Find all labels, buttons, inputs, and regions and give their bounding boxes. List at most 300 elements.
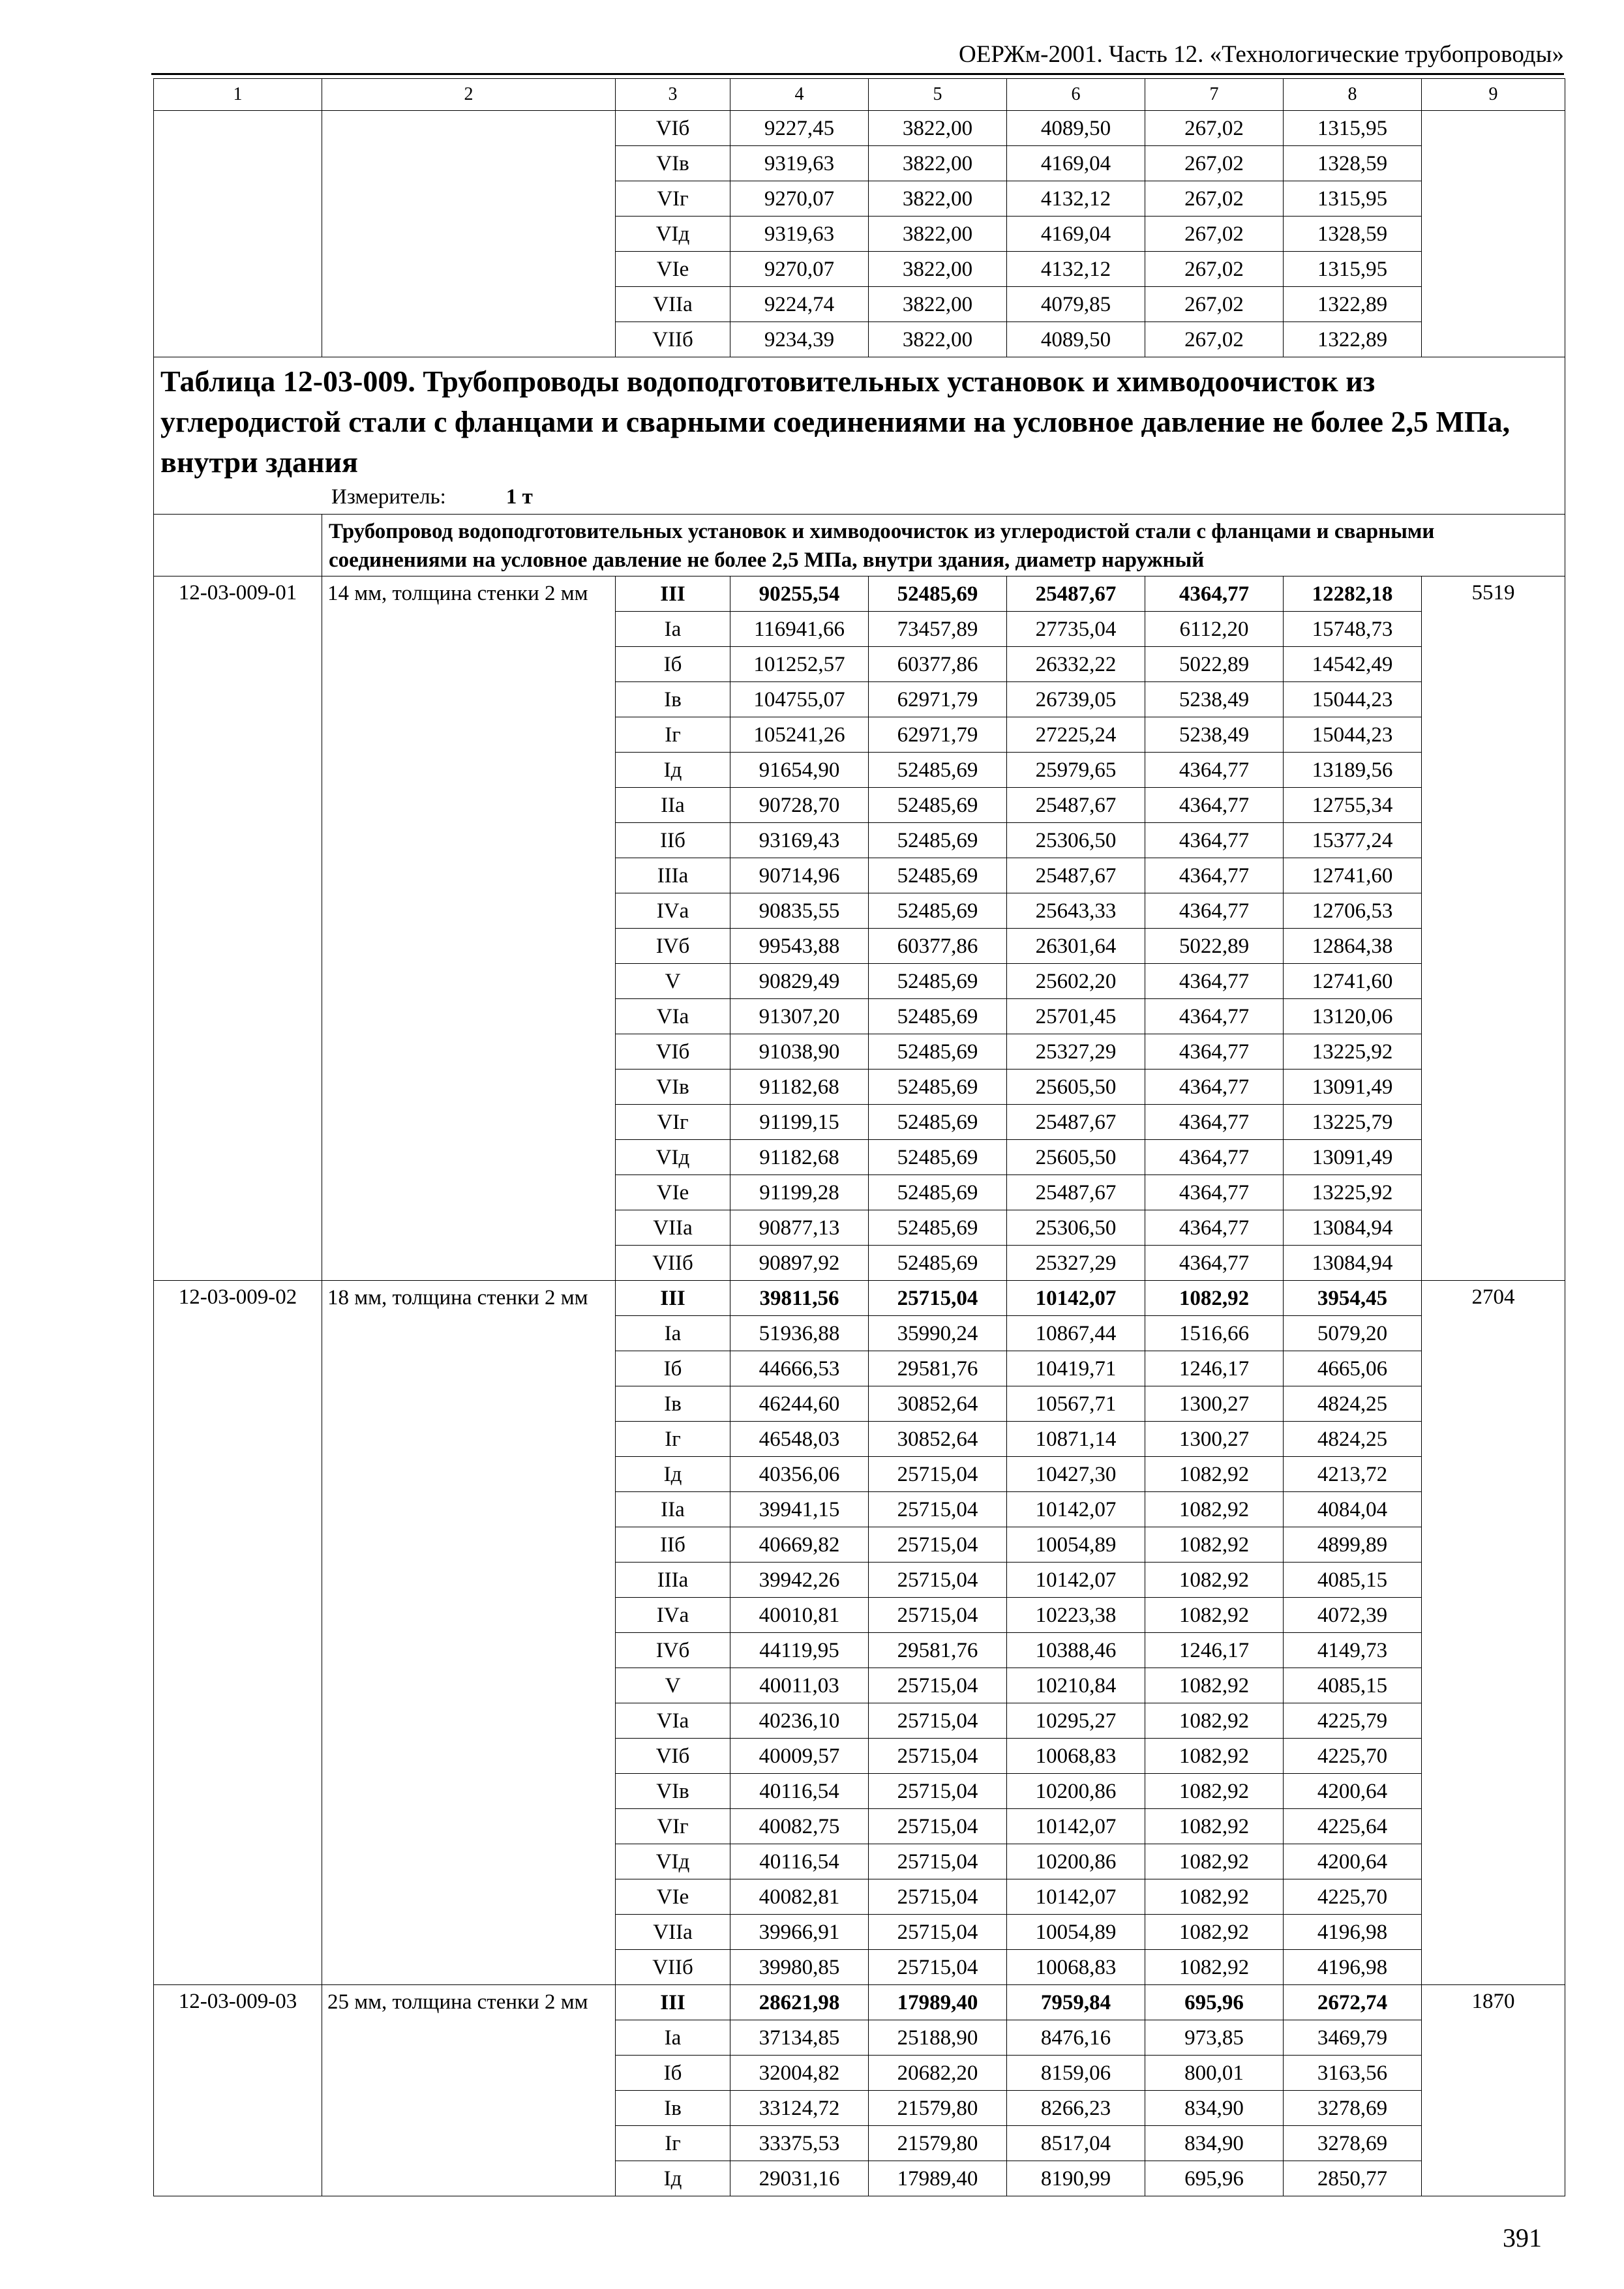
value-cell: 104755,07 [730,682,869,717]
value-cell: 7959,84 [1007,1985,1145,2020]
value-cell: 52485,69 [869,1210,1007,1246]
column-number: 9 [1422,79,1565,111]
zone-cell: Iд [616,753,730,788]
value-cell: 27735,04 [1007,612,1145,647]
zone-cell: IVа [616,893,730,929]
value-cell: 2850,77 [1284,2161,1422,2196]
value-cell: 25327,29 [1007,1246,1145,1281]
value-cell: 13091,49 [1284,1140,1422,1175]
value-cell: 1516,66 [1145,1316,1284,1351]
value-cell: 93169,43 [730,823,869,858]
value-cell: 1315,95 [1284,181,1422,217]
value-cell: 3278,69 [1284,2091,1422,2126]
value-cell: 4200,64 [1284,1774,1422,1809]
value-cell: 52485,69 [869,576,1007,612]
zone-cell: Iа [616,1316,730,1351]
code-cell [154,111,322,357]
zone-cell: Iд [616,2161,730,2196]
subheading-cell: Трубопровод водоподготовительных установок и химводоочисток из углеродистой стали с фланцами и сварными соединениями на условное давление не более 2,5 МПа, внутри здания, диаметр наружный [322,515,1565,576]
measure-label: Измеритель: [331,485,446,509]
value-cell: 10054,89 [1007,1915,1145,1950]
zone-cell: VIIа [616,1210,730,1246]
value-cell: 1246,17 [1145,1351,1284,1386]
value-cell: 26301,64 [1007,929,1145,964]
zone-cell: VIг [616,181,730,217]
value-cell: 267,02 [1145,322,1284,357]
value-cell: 51936,88 [730,1316,869,1351]
zone-cell: IIIа [616,858,730,893]
table-row [154,1985,1565,2020]
value-cell: 10295,27 [1007,1703,1145,1739]
value-cell: 25487,67 [1007,858,1145,893]
value-cell: 4364,77 [1145,1175,1284,1210]
zone-cell: IVа [616,1598,730,1633]
zone-cell: Iг [616,2126,730,2161]
value-cell: 4225,79 [1284,1703,1422,1739]
value-cell: 267,02 [1145,146,1284,181]
value-cell: 4132,12 [1007,252,1145,287]
column-number: 2 [322,79,616,111]
value-cell: 5238,49 [1145,717,1284,753]
value-cell: 4149,73 [1284,1633,1422,1668]
value-cell: 13189,56 [1284,753,1422,788]
value-cell: 39942,26 [730,1563,869,1598]
zone-cell: VIIа [616,1915,730,1950]
value-cell: 33124,72 [730,2091,869,2126]
zone-cell: Iг [616,1422,730,1457]
zone-cell: IIб [616,1527,730,1563]
value-cell: 9270,07 [730,252,869,287]
column-number-row [154,79,1565,111]
zone-cell: IIа [616,1492,730,1527]
value-cell: 1082,92 [1145,1879,1284,1915]
value-cell: 25715,04 [869,1668,1007,1703]
value-cell: 27225,24 [1007,717,1145,753]
zone-cell: VIд [616,217,730,252]
value-cell: 4364,77 [1145,1034,1284,1070]
value-cell: 4085,15 [1284,1668,1422,1703]
value-cell: 40116,54 [730,1844,869,1879]
value-cell: 800,01 [1145,2056,1284,2091]
value-cell: 3278,69 [1284,2126,1422,2161]
value-cell: 90829,49 [730,964,869,999]
value-cell: 105241,26 [730,717,869,753]
value-cell: 25306,50 [1007,1210,1145,1246]
value-cell: 834,90 [1145,2091,1284,2126]
value-cell: 695,96 [1145,1985,1284,2020]
table-row [154,1281,1565,1316]
description-cell [322,111,616,357]
value-cell: 1082,92 [1145,1527,1284,1563]
value-cell: 8190,99 [1007,2161,1145,2196]
value-cell: 29031,16 [730,2161,869,2196]
value-cell: 10210,84 [1007,1668,1145,1703]
value-cell: 52485,69 [869,753,1007,788]
table-title-row [154,357,1565,515]
value-cell: 973,85 [1145,2020,1284,2056]
value-cell: 25979,65 [1007,753,1145,788]
value-cell: 15044,23 [1284,717,1422,753]
table-row [154,576,1565,612]
value-cell: 1300,27 [1145,1422,1284,1457]
zone-cell: IIб [616,823,730,858]
value-cell: 1082,92 [1145,1809,1284,1844]
value-cell: 25643,33 [1007,893,1145,929]
value-cell: 10427,30 [1007,1457,1145,1492]
value-cell: 40011,03 [730,1668,869,1703]
zone-cell: V [616,964,730,999]
zone-cell: Iб [616,2056,730,2091]
value-cell: 30852,64 [869,1422,1007,1457]
count-cell: 1870 [1422,1985,1565,2196]
value-cell: 3822,00 [869,181,1007,217]
zone-cell: Iв [616,682,730,717]
zone-cell: III [616,576,730,612]
zone-cell: Iа [616,2020,730,2056]
value-cell: 834,90 [1145,2126,1284,2161]
value-cell: 52485,69 [869,1246,1007,1281]
value-cell: 13225,79 [1284,1105,1422,1140]
zone-cell: VIIб [616,1950,730,1985]
value-cell: 4364,77 [1145,753,1284,788]
value-cell: 4899,89 [1284,1527,1422,1563]
measure-row [160,483,1558,511]
value-cell: 52485,69 [869,1070,1007,1105]
value-cell: 1328,59 [1284,146,1422,181]
value-cell: 25715,04 [869,1915,1007,1950]
value-cell: 267,02 [1145,217,1284,252]
value-cell: 25188,90 [869,2020,1007,2056]
zone-cell: IIа [616,788,730,823]
value-cell: 10223,38 [1007,1598,1145,1633]
column-number: 3 [616,79,730,111]
column-number: 5 [869,79,1007,111]
zone-cell: VIб [616,1739,730,1774]
value-cell: 5079,20 [1284,1316,1422,1351]
value-cell: 8476,16 [1007,2020,1145,2056]
value-cell: 4169,04 [1007,217,1145,252]
value-cell: 25715,04 [869,1598,1007,1633]
value-cell: 25715,04 [869,1879,1007,1915]
value-cell: 12282,18 [1284,576,1422,612]
value-cell: 2672,74 [1284,1985,1422,2020]
code-cell: 12-03-009-02 [154,1281,322,1985]
code-cell: 12-03-009-03 [154,1985,322,2196]
value-cell: 25715,04 [869,1527,1007,1563]
value-cell: 35990,24 [869,1316,1007,1351]
count-cell: 5519 [1422,576,1565,1281]
description-cell: 25 мм, толщина стенки 2 мм [322,1985,616,2196]
value-cell: 10068,83 [1007,1739,1145,1774]
zone-cell: VIв [616,1070,730,1105]
value-cell: 73457,89 [869,612,1007,647]
value-cell: 4364,77 [1145,964,1284,999]
value-cell: 37134,85 [730,2020,869,2056]
value-cell: 52485,69 [869,823,1007,858]
value-cell: 1082,92 [1145,1844,1284,1879]
value-cell: 15044,23 [1284,682,1422,717]
running-header: ОЕРЖм-2001. Часть 12. «Технологические трубопроводы» [959,41,1564,68]
value-cell: 91654,90 [730,753,869,788]
value-cell: 91182,68 [730,1070,869,1105]
value-cell: 267,02 [1145,287,1284,322]
value-cell: 25605,50 [1007,1070,1145,1105]
value-cell: 39980,85 [730,1950,869,1985]
zone-cell: Iв [616,1386,730,1422]
value-cell: 12864,38 [1284,929,1422,964]
value-cell: 12706,53 [1284,893,1422,929]
value-cell: 8517,04 [1007,2126,1145,2161]
value-cell: 52485,69 [869,1105,1007,1140]
value-cell: 12741,60 [1284,858,1422,893]
value-cell: 3822,00 [869,146,1007,181]
zone-cell: Iд [616,1457,730,1492]
value-cell: 25715,04 [869,1739,1007,1774]
value-cell: 25487,67 [1007,1175,1145,1210]
value-cell: 1082,92 [1145,1774,1284,1809]
value-cell: 21579,80 [869,2091,1007,2126]
code-cell: 12-03-009-01 [154,576,322,1281]
value-cell: 4225,70 [1284,1879,1422,1915]
value-cell: 40009,57 [730,1739,869,1774]
value-cell: 4225,70 [1284,1739,1422,1774]
value-cell: 90835,55 [730,893,869,929]
value-cell: 1082,92 [1145,1739,1284,1774]
value-cell: 30852,64 [869,1386,1007,1422]
value-cell: 9224,74 [730,287,869,322]
value-cell: 4200,64 [1284,1844,1422,1879]
value-cell: 25602,20 [1007,964,1145,999]
value-cell: 12741,60 [1284,964,1422,999]
zone-cell: Iа [616,612,730,647]
value-cell: 52485,69 [869,858,1007,893]
zone-cell: VIа [616,999,730,1034]
value-cell: 5238,49 [1145,682,1284,717]
value-cell: 15377,24 [1284,823,1422,858]
value-cell: 13120,06 [1284,999,1422,1034]
zone-cell: VIд [616,1844,730,1879]
value-cell: 25487,67 [1007,576,1145,612]
value-cell: 13091,49 [1284,1070,1422,1105]
value-cell: 4364,77 [1145,788,1284,823]
zone-cell: IVб [616,1633,730,1668]
table-body [154,79,1565,2196]
value-cell: 46548,03 [730,1422,869,1457]
value-cell: 1082,92 [1145,1668,1284,1703]
value-cell: 52485,69 [869,964,1007,999]
value-cell: 10068,83 [1007,1950,1145,1985]
price-table [153,78,1565,2196]
zone-cell: V [616,1668,730,1703]
value-cell: 10142,07 [1007,1809,1145,1844]
value-cell: 4213,72 [1284,1457,1422,1492]
value-cell: 10142,07 [1007,1281,1145,1316]
value-cell: 13225,92 [1284,1175,1422,1210]
header-rule [151,73,1564,75]
value-cell: 4072,39 [1284,1598,1422,1633]
value-cell: 10200,86 [1007,1774,1145,1809]
value-cell: 33375,53 [730,2126,869,2161]
value-cell: 1246,17 [1145,1633,1284,1668]
value-cell: 10142,07 [1007,1492,1145,1527]
value-cell: 90728,70 [730,788,869,823]
zone-cell: VIIа [616,287,730,322]
value-cell: 4085,15 [1284,1563,1422,1598]
column-number: 6 [1007,79,1145,111]
value-cell: 4089,50 [1007,322,1145,357]
value-cell: 52485,69 [869,788,1007,823]
value-cell: 91199,15 [730,1105,869,1140]
value-cell: 12755,34 [1284,788,1422,823]
value-cell: 9319,63 [730,146,869,181]
value-cell: 17989,40 [869,2161,1007,2196]
value-cell: 1322,89 [1284,322,1422,357]
value-cell: 267,02 [1145,252,1284,287]
value-cell: 1322,89 [1284,287,1422,322]
value-cell: 25715,04 [869,1281,1007,1316]
value-cell: 10200,86 [1007,1844,1145,1879]
value-cell: 52485,69 [869,999,1007,1034]
value-cell: 9319,63 [730,217,869,252]
value-cell: 3163,56 [1284,2056,1422,2091]
value-cell: 10142,07 [1007,1563,1145,1598]
zone-cell: VIв [616,146,730,181]
value-cell: 40356,06 [730,1457,869,1492]
value-cell: 25487,67 [1007,1105,1145,1140]
zone-cell: III [616,1985,730,2020]
value-cell: 25605,50 [1007,1140,1145,1175]
value-cell: 4824,25 [1284,1422,1422,1457]
value-cell: 44119,95 [730,1633,869,1668]
value-cell: 4079,85 [1007,287,1145,322]
zone-cell: VIе [616,1175,730,1210]
value-cell: 62971,79 [869,717,1007,753]
value-cell: 25715,04 [869,1563,1007,1598]
value-cell: 1328,59 [1284,217,1422,252]
zone-cell: Iв [616,2091,730,2126]
value-cell: 25715,04 [869,1844,1007,1879]
value-cell: 29581,76 [869,1351,1007,1386]
value-cell: 4364,77 [1145,1105,1284,1140]
value-cell: 4169,04 [1007,146,1145,181]
description-cell: 18 мм, толщина стенки 2 мм [322,1281,616,1985]
value-cell: 46244,60 [730,1386,869,1422]
table-title: Таблица 12-03-009. Трубопроводы водоподготовительных установок и химводоочисток из углеродистой стали с фланцами и сварными соединениями на условное давление не более 2,5 МПа, внутри здания [160,365,1511,479]
measure-value: 1 т [505,485,533,509]
count-cell: 2704 [1422,1281,1565,1985]
value-cell: 15748,73 [1284,612,1422,647]
zone-cell: VIг [616,1105,730,1140]
value-cell: 60377,86 [869,647,1007,682]
zone-cell: VIе [616,1879,730,1915]
value-cell: 21579,80 [869,2126,1007,2161]
value-cell: 9270,07 [730,181,869,217]
value-cell: 6112,20 [1145,612,1284,647]
value-cell: 17989,40 [869,1985,1007,2020]
value-cell: 4665,06 [1284,1351,1422,1386]
value-cell: 28621,98 [730,1985,869,2020]
column-number: 8 [1284,79,1422,111]
value-cell: 62971,79 [869,682,1007,717]
value-cell: 13084,94 [1284,1246,1422,1281]
value-cell: 1315,95 [1284,111,1422,146]
value-cell: 39811,56 [730,1281,869,1316]
table-title-cell [154,357,1565,515]
value-cell: 3822,00 [869,322,1007,357]
value-cell: 3822,00 [869,217,1007,252]
value-cell: 4364,77 [1145,999,1284,1034]
zone-cell: III [616,1281,730,1316]
value-cell: 1082,92 [1145,1457,1284,1492]
value-cell: 40082,75 [730,1809,869,1844]
subheading-row [154,515,1565,576]
zone-cell: VIв [616,1774,730,1809]
value-cell: 4089,50 [1007,111,1145,146]
value-cell: 90897,92 [730,1246,869,1281]
zone-cell: VIб [616,1034,730,1070]
value-cell: 101252,57 [730,647,869,682]
value-cell: 4225,64 [1284,1809,1422,1844]
value-cell: 91038,90 [730,1034,869,1070]
value-cell: 52485,69 [869,1034,1007,1070]
value-cell: 10388,46 [1007,1633,1145,1668]
value-cell: 695,96 [1145,2161,1284,2196]
value-cell: 9227,45 [730,111,869,146]
value-cell: 4364,77 [1145,1070,1284,1105]
value-cell: 25715,04 [869,1492,1007,1527]
value-cell: 5022,89 [1145,647,1284,682]
value-cell: 25701,45 [1007,999,1145,1034]
zone-cell: VIг [616,1809,730,1844]
value-cell: 40116,54 [730,1774,869,1809]
zone-cell: IIIа [616,1563,730,1598]
zone-cell: Iг [616,717,730,753]
value-cell: 3822,00 [869,252,1007,287]
value-cell: 4364,77 [1145,1246,1284,1281]
value-cell: 4196,98 [1284,1915,1422,1950]
description-cell: 14 мм, толщина стенки 2 мм [322,576,616,1281]
value-cell: 116941,66 [730,612,869,647]
value-cell: 4132,12 [1007,181,1145,217]
value-cell: 267,02 [1145,181,1284,217]
value-cell: 25306,50 [1007,823,1145,858]
value-cell: 1300,27 [1145,1386,1284,1422]
value-cell: 10871,14 [1007,1422,1145,1457]
value-cell: 4196,98 [1284,1950,1422,1985]
column-number: 4 [730,79,869,111]
value-cell: 3822,00 [869,287,1007,322]
value-cell: 10419,71 [1007,1351,1145,1386]
value-cell: 14542,49 [1284,647,1422,682]
page-number: 391 [1503,2223,1542,2252]
value-cell: 29581,76 [869,1633,1007,1668]
zone-cell: VIд [616,1140,730,1175]
value-cell: 3822,00 [869,111,1007,146]
value-cell: 4084,04 [1284,1492,1422,1527]
value-cell: 1082,92 [1145,1563,1284,1598]
table-row [154,111,1565,146]
value-cell: 25715,04 [869,1703,1007,1739]
value-cell: 1082,92 [1145,1492,1284,1527]
value-cell: 4824,25 [1284,1386,1422,1422]
zone-cell: Iб [616,1351,730,1386]
value-cell: 25715,04 [869,1809,1007,1844]
subheading-blank [154,515,322,576]
value-cell: 91307,20 [730,999,869,1034]
zone-cell: VIе [616,252,730,287]
zone-cell: VIIб [616,1246,730,1281]
value-cell: 40236,10 [730,1703,869,1739]
